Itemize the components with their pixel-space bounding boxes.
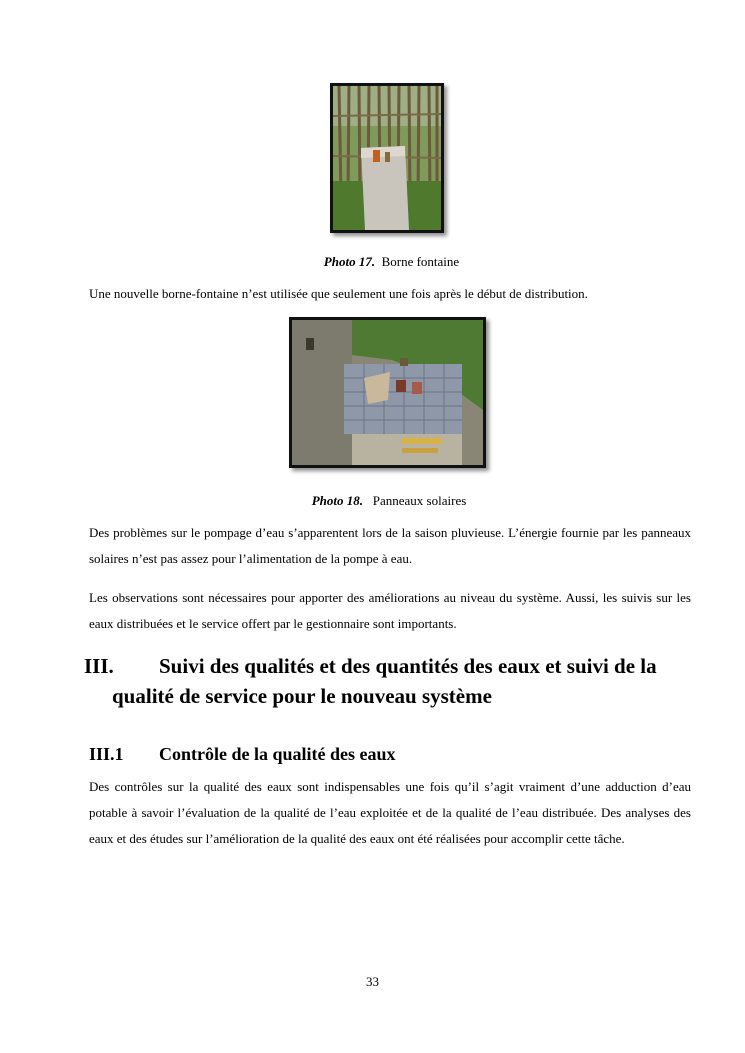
paragraph: Des problèmes sur le pompage d’eau s’apparentent lors de la saison pluvieuse. L’énergie fournie par les panneaux solaires n’est pas assez pour l’alimentation de la pompe à eau. [89, 525, 691, 566]
figure-caption-text: Borne fontaine [381, 254, 460, 269]
figure-label: Photo 17. [323, 254, 376, 269]
paragraph: Les observations sont nécessaires pour apporter des améliorations au niveau du système. Aussi, les suivis sur les eaux distribuées et le service offert par le gestionnaire sont importants. [89, 590, 691, 631]
section-heading-line1 [84, 651, 694, 681]
page-number: 33 [366, 974, 379, 989]
subsection-title: Contrôle de la qualité des eaux [159, 744, 396, 764]
subsection-heading [89, 744, 396, 765]
solar-panels-photo [289, 317, 486, 468]
borne-fontaine-photo [330, 83, 444, 233]
subsection-number: III.1 [89, 744, 124, 764]
section-heading [84, 651, 694, 711]
section-title: Suivi des qualités et des quantités des eaux et suivi de la [159, 654, 657, 678]
figure-caption-text: Panneaux solaires [372, 493, 467, 508]
solar-panels-image [292, 320, 483, 465]
figure-caption-18 [0, 493, 745, 509]
section-heading-line2: qualité de service pour le nouveau système [112, 684, 492, 708]
paragraph: Une nouvelle borne-fontaine n’est utilisée que seulement une fois après le début de distribution. [89, 286, 588, 301]
borne-fontaine-image [333, 86, 441, 230]
section-number: III. [84, 654, 114, 678]
figure-caption-17 [0, 254, 745, 270]
paragraph: Des contrôles sur la qualité des eaux sont indispensables une fois qu’il s’agit vraiment d’une adduction d’eau potable à savoir l’évaluation de la qualité de l’eau exploitée et de la qualité de l’eau distribuée. Des analyses des eaux et des études sur l’amélioration de la qualité des eaux ont été réalisées pour accomplir cette tâche. [89, 779, 691, 846]
figure-label: Photo 18. [311, 493, 364, 508]
